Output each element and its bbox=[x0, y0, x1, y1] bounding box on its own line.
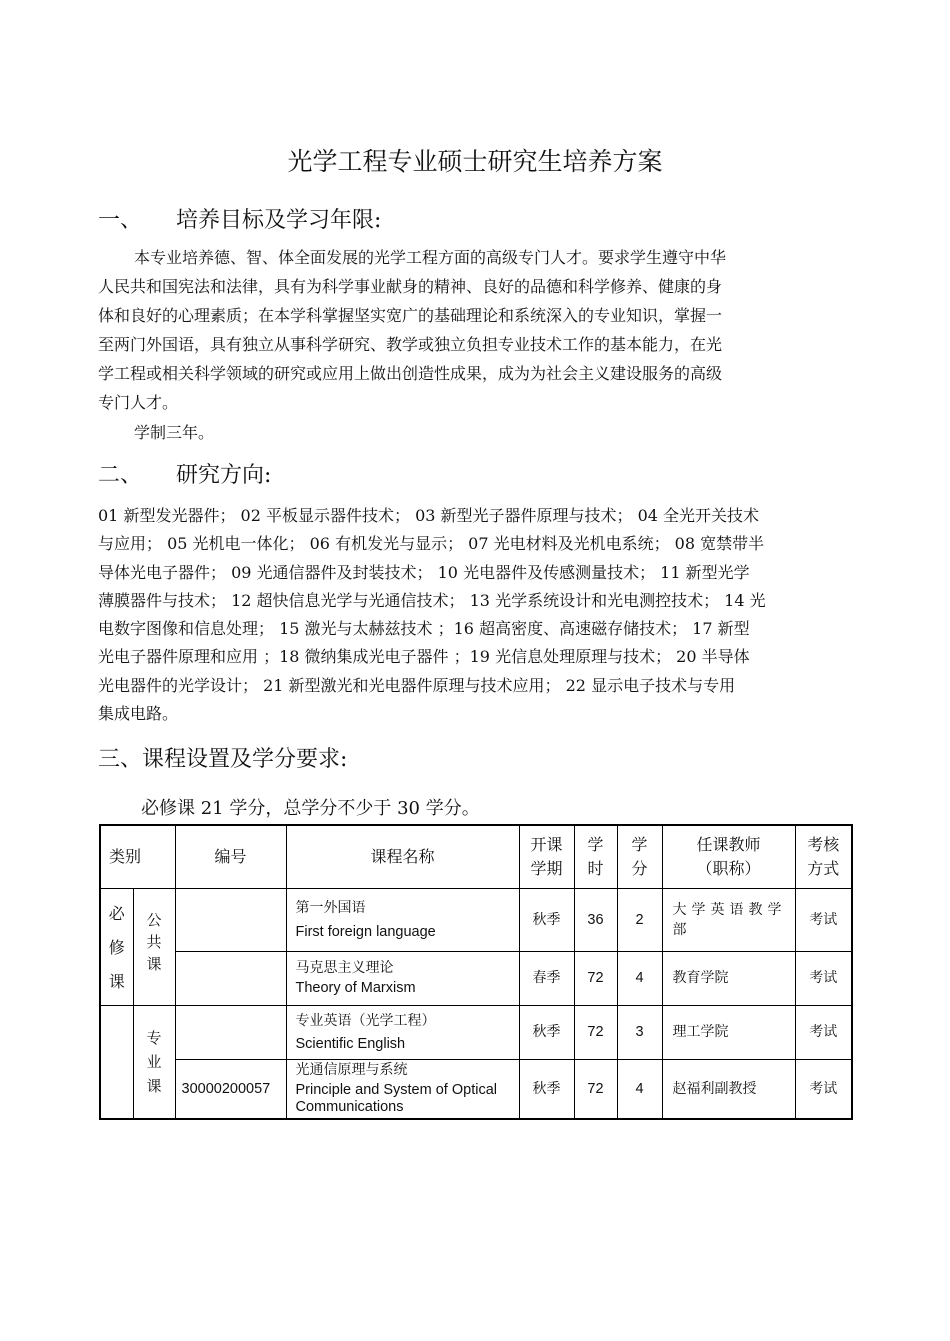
header-teacher bbox=[662, 825, 795, 888]
header-exam-line: 考核 bbox=[807, 834, 840, 854]
subcategory-major bbox=[133, 1005, 175, 1119]
course-name-cn: 第一外国语 bbox=[295, 899, 366, 916]
header-teacher-line: （职称） bbox=[696, 858, 761, 878]
header-hours bbox=[574, 825, 617, 888]
course-credits: 4 bbox=[617, 1059, 662, 1119]
course-term: 秋季 bbox=[519, 1059, 574, 1119]
header-term-line: 学期 bbox=[530, 858, 563, 878]
header-category: 类别 bbox=[100, 825, 175, 888]
course-teacher: 大学英语教学部 bbox=[662, 888, 795, 951]
category-required bbox=[100, 888, 133, 1005]
paragraph-line: 人民共和国宪法和法律，具有为科学事业献身的精神、良好的品德和科学修养、健康的身 bbox=[98, 277, 723, 296]
header-exam bbox=[795, 825, 852, 888]
course-hours: 72 bbox=[574, 951, 617, 1005]
direction-line: 导体光电子器件； 09 光通信器件及封装技术； 10 光电器件及传感测量技术； 11 新型光学 bbox=[98, 562, 750, 582]
study-duration: 学制三年。 bbox=[134, 423, 215, 442]
course-credits: 3 bbox=[617, 1005, 662, 1059]
section-1-paragraph-cont bbox=[98, 272, 766, 417]
course-teacher: 赵福利副教授 bbox=[662, 1059, 795, 1119]
header-hours-line: 学 bbox=[587, 834, 604, 854]
header-credits-line: 学 bbox=[631, 834, 648, 854]
table-row bbox=[100, 1059, 852, 1119]
header-exam-line: 方式 bbox=[807, 858, 840, 878]
course-term: 秋季 bbox=[519, 888, 574, 951]
course-name bbox=[286, 951, 519, 1005]
course-name-cn: 专业英语（光学工程） bbox=[295, 1012, 436, 1029]
course-code bbox=[175, 1005, 286, 1059]
category-char: 课 bbox=[108, 971, 125, 991]
course-table bbox=[99, 824, 853, 1120]
direction-line: 集成电路。 bbox=[98, 704, 179, 724]
section-2-heading bbox=[98, 458, 271, 489]
course-name-en: Theory of Marxism bbox=[295, 980, 416, 996]
header-credits bbox=[617, 825, 662, 888]
paragraph-line: 至两门外国语，具有独立从事科学研究、教学或独立负担专业技术工作的基本能力，在光 bbox=[98, 335, 723, 354]
course-name bbox=[286, 888, 519, 951]
table-row bbox=[100, 1005, 852, 1059]
course-hours: 36 bbox=[574, 888, 617, 951]
section-3-heading: 三、课程设置及学分要求: bbox=[98, 747, 348, 772]
subcategory-public bbox=[133, 888, 175, 1005]
direction-line: 光电子器件原理和应用 ；18 微纳集成光电子器件 ；19 光信息处理原理与技术； 20 半导体 bbox=[98, 647, 750, 667]
paragraph-line: 学工程或相关科学领域的研究或应用上做出创造性成果，成为为社会主义建设服务的高级 bbox=[98, 364, 723, 383]
paragraph-line: 体和良好的心理素质；在本学科掌握坚实宽广的基础理论和系统深入的专业知识，掌握一 bbox=[98, 306, 723, 325]
direction-line: 与应用； 05 光机电一体化； 06 有机发光与显示； 07 光电材料及光机电系统； 08 宽禁带半 bbox=[98, 534, 765, 554]
header-teacher-line: 任课教师 bbox=[696, 834, 761, 854]
section-1-title: 培养目标及学习年限: bbox=[176, 208, 382, 233]
course-exam: 考试 bbox=[795, 1059, 852, 1119]
course-exam: 考试 bbox=[795, 888, 852, 951]
course-name-cn: 光通信原理与系统 bbox=[295, 1061, 408, 1078]
section-1-heading bbox=[98, 203, 381, 234]
course-name-cn: 马克思主义理论 bbox=[295, 960, 394, 976]
course-name-en: Scientific English bbox=[295, 1035, 406, 1052]
paragraph-line: 本专业培养德、智、体全面发展的光学工程方面的高级专门人才。要求学生遵守中华 bbox=[134, 248, 727, 267]
subcategory-char: 业 bbox=[146, 1052, 162, 1071]
course-code bbox=[175, 951, 286, 1005]
subcategory-char: 专 bbox=[146, 1028, 162, 1047]
header-credits-line: 分 bbox=[631, 858, 648, 878]
course-name bbox=[286, 1005, 519, 1059]
direction-line: 01 新型发光器件； 02 平板显示器件技术； 03 新型光子器件原理与技术； 04 全光开关技术 bbox=[98, 506, 760, 525]
subcategory-char: 课 bbox=[146, 1076, 162, 1095]
category-required-cont bbox=[100, 1005, 133, 1119]
subcategory-char: 课 bbox=[146, 954, 162, 973]
course-code bbox=[175, 888, 286, 951]
course-name-en: Principle and System of Optical Communications bbox=[295, 1081, 497, 1115]
direction-line: 薄膜器件与技术； 12 超快信息光学与光通信技术； 13 光学系统设计和光电测控技术； 14 光 bbox=[98, 590, 766, 610]
course-term: 春季 bbox=[519, 951, 574, 1005]
subcategory-char: 公 bbox=[146, 910, 162, 929]
course-credits: 4 bbox=[617, 951, 662, 1005]
header-term bbox=[519, 825, 574, 888]
course-name bbox=[286, 1059, 519, 1119]
paragraph-line: 专门人才。 bbox=[98, 393, 179, 412]
course-code: 30000200057 bbox=[175, 1059, 286, 1119]
section-1-number: 一、 bbox=[98, 208, 143, 233]
course-exam: 考试 bbox=[795, 951, 852, 1005]
table-row bbox=[100, 951, 852, 1005]
course-credits: 2 bbox=[617, 888, 662, 951]
header-term-line: 开课 bbox=[530, 834, 563, 854]
course-term: 秋季 bbox=[519, 1005, 574, 1059]
header-hours-line: 时 bbox=[587, 858, 604, 878]
course-hours: 72 bbox=[574, 1059, 617, 1119]
course-hours: 72 bbox=[574, 1005, 617, 1059]
research-directions bbox=[98, 502, 852, 728]
course-teacher: 理工学院 bbox=[662, 1005, 795, 1059]
credit-requirement: 必修课 21 学分，总学分不少于 30 学分。 bbox=[141, 798, 480, 819]
category-char: 修 bbox=[108, 937, 125, 957]
course-name-en: First foreign language bbox=[295, 923, 436, 940]
section-1-paragraph bbox=[98, 243, 766, 272]
table-row bbox=[100, 888, 852, 951]
direction-line: 光电器件的光学设计； 21 新型激光和光电器件原理与技术应用； 22 显示电子技术与专用 bbox=[98, 675, 736, 695]
section-2-title: 研究方向: bbox=[176, 463, 272, 488]
page-title: 光学工程专业硕士研究生培养方案 bbox=[287, 147, 663, 176]
direction-line: 电数字图像和信息处理； 15 激光与太赫兹技术 ；16 超高密度、高速磁存储技术； 17 新型 bbox=[98, 619, 750, 639]
subcategory-char: 共 bbox=[146, 932, 162, 951]
course-exam: 考试 bbox=[795, 1005, 852, 1059]
category-char: 必 bbox=[108, 903, 125, 923]
header-code: 编号 bbox=[175, 825, 286, 888]
section-2-number: 二、 bbox=[98, 463, 143, 488]
course-teacher: 教育学院 bbox=[662, 951, 795, 1005]
header-course: 课程名称 bbox=[286, 825, 519, 888]
table-header-row bbox=[100, 825, 852, 888]
